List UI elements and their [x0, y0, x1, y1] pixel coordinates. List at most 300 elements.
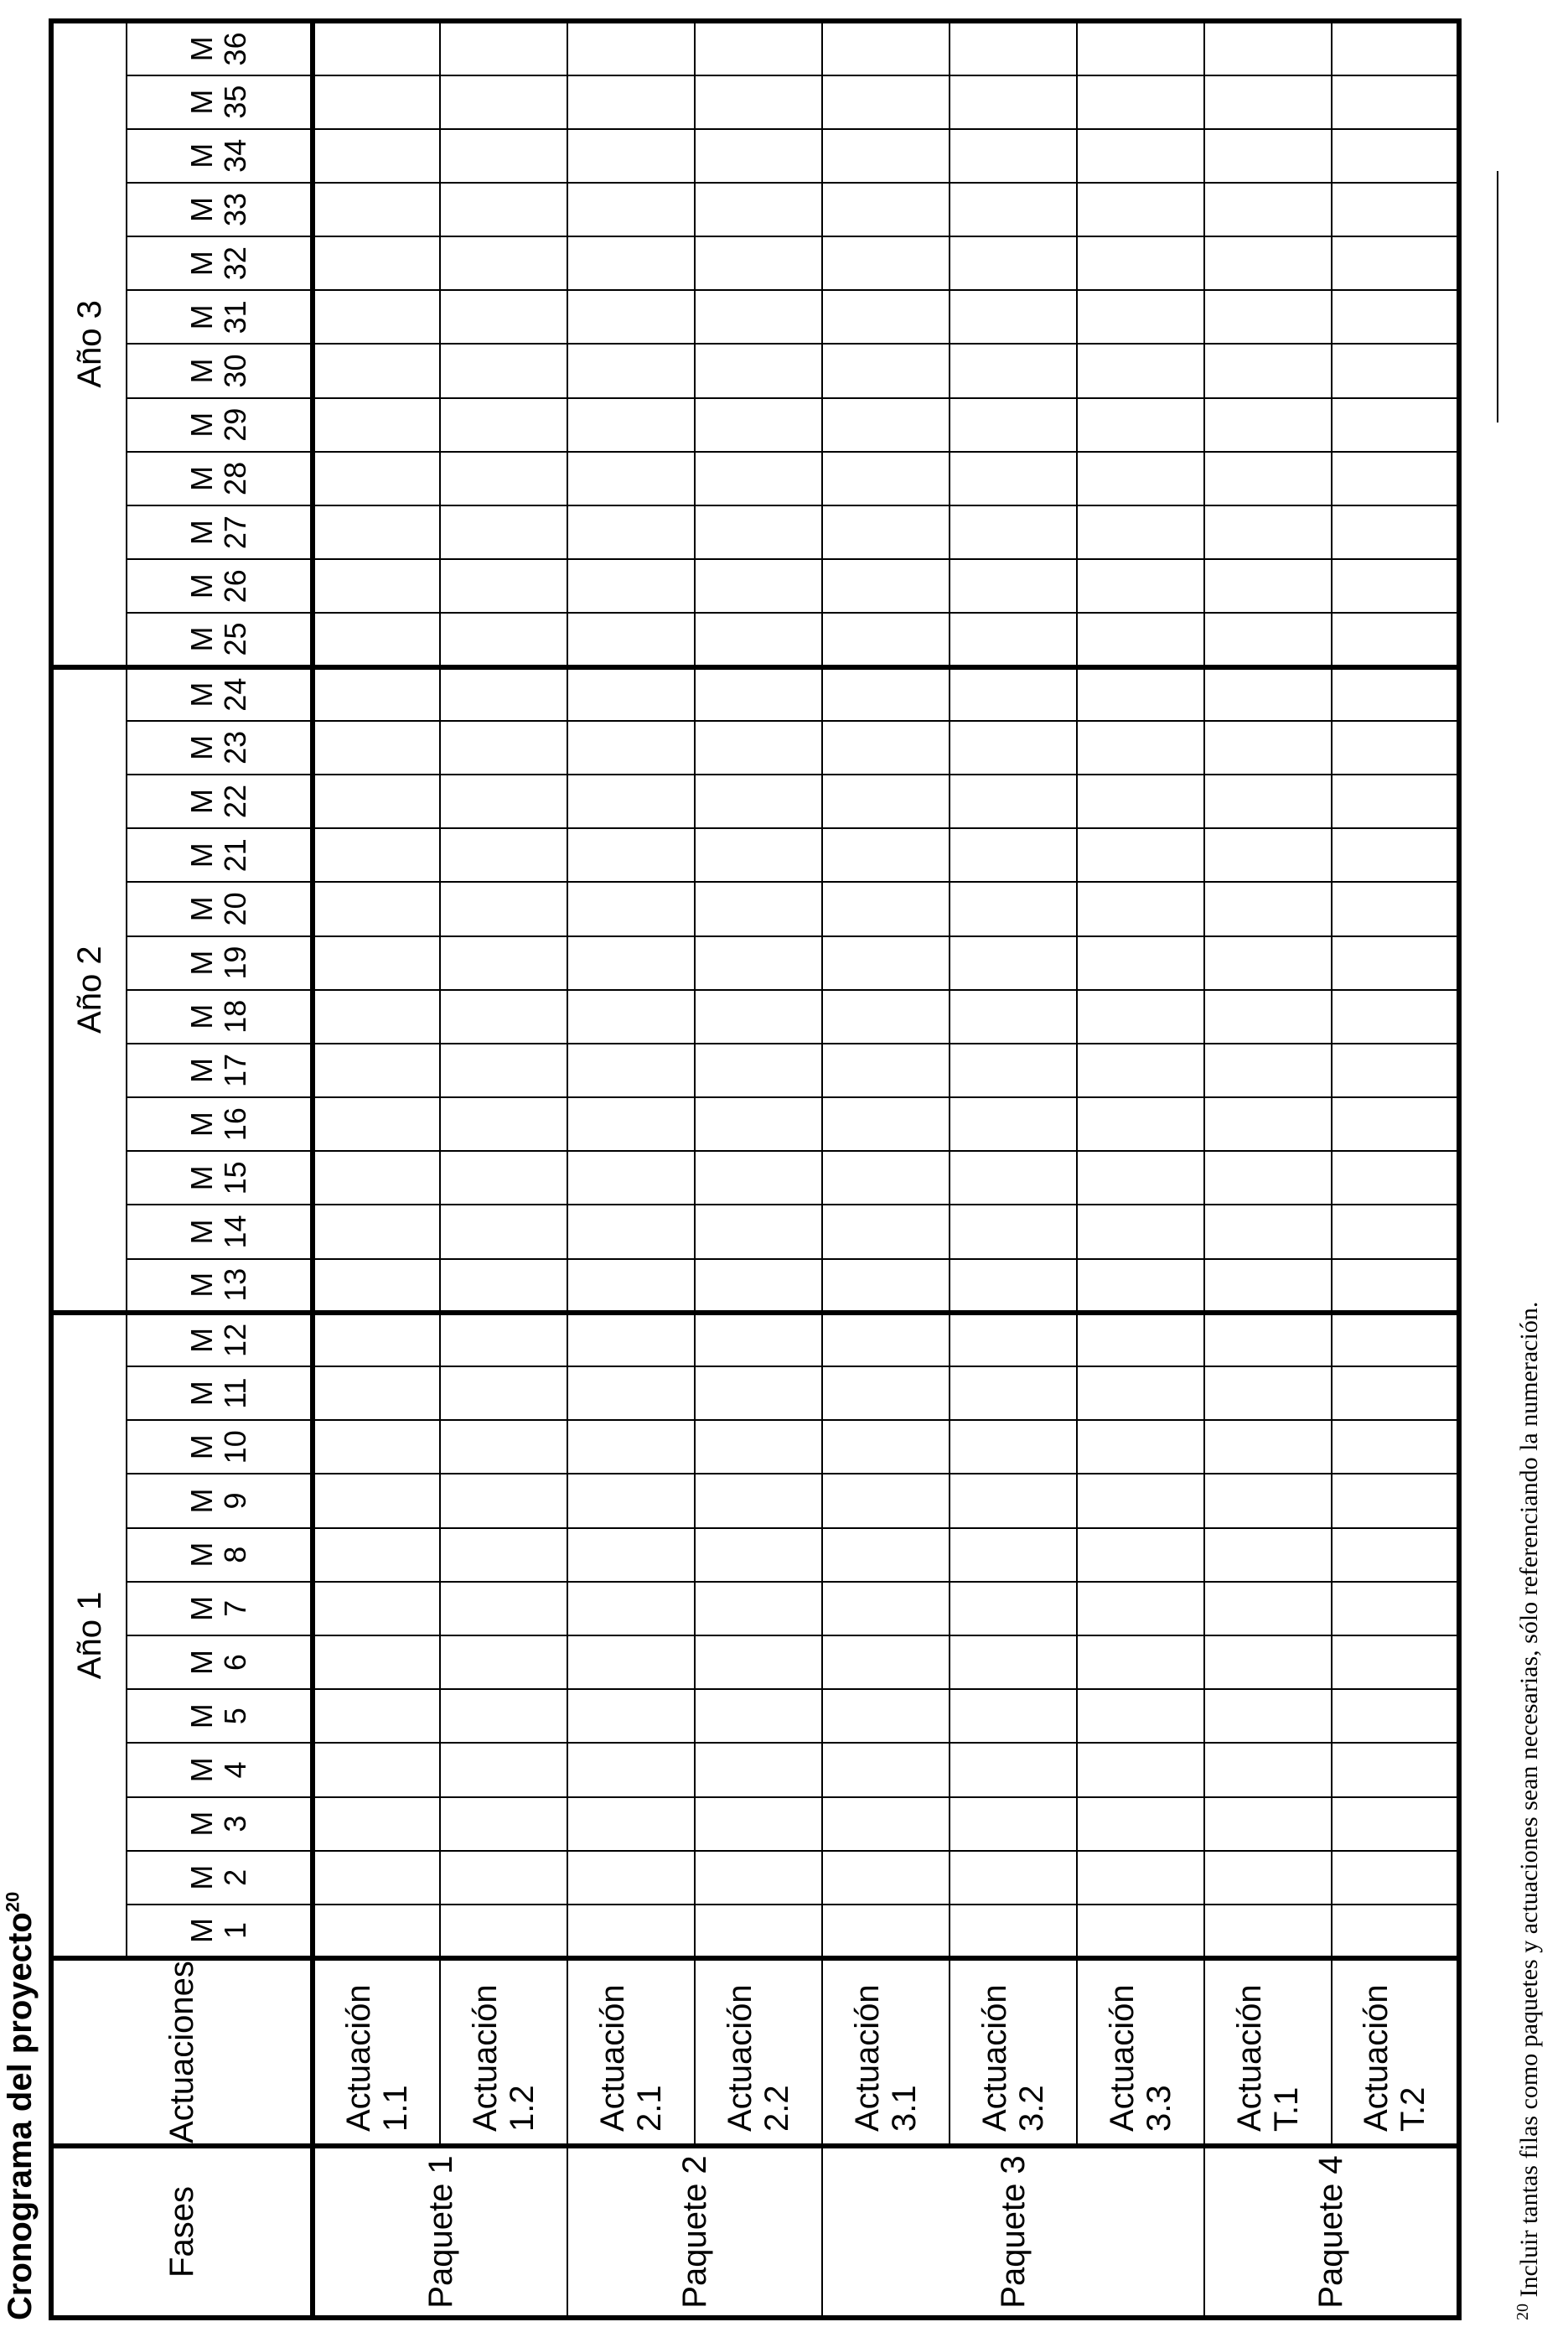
schedule-cell[interactable] — [695, 1205, 822, 1258]
schedule-cell[interactable] — [1204, 775, 1332, 828]
schedule-cell[interactable] — [313, 667, 440, 721]
schedule-cell[interactable] — [313, 1635, 440, 1689]
schedule-cell[interactable] — [1204, 1366, 1332, 1420]
schedule-cell[interactable] — [313, 936, 440, 990]
schedule-cell[interactable] — [567, 1420, 695, 1474]
schedule-cell[interactable] — [313, 129, 440, 183]
schedule-cell[interactable] — [440, 1044, 567, 1097]
schedule-cell[interactable] — [440, 1689, 567, 1743]
schedule-cell[interactable] — [822, 1635, 950, 1689]
schedule-cell[interactable] — [695, 1151, 822, 1205]
schedule-cell[interactable] — [1077, 1420, 1204, 1474]
schedule-cell[interactable] — [440, 721, 567, 775]
schedule-cell[interactable] — [695, 559, 822, 613]
schedule-cell[interactable] — [313, 1205, 440, 1258]
schedule-cell[interactable] — [950, 21, 1077, 75]
schedule-cell[interactable] — [1332, 775, 1459, 828]
schedule-cell[interactable] — [695, 882, 822, 935]
schedule-cell[interactable] — [313, 882, 440, 935]
schedule-cell[interactable] — [567, 1097, 695, 1151]
schedule-cell[interactable] — [567, 1851, 695, 1905]
schedule-cell[interactable] — [1204, 129, 1332, 183]
schedule-cell[interactable] — [567, 882, 695, 935]
schedule-cell[interactable] — [695, 1851, 822, 1905]
schedule-cell[interactable] — [695, 75, 822, 129]
schedule-cell[interactable] — [567, 236, 695, 290]
schedule-cell[interactable] — [440, 1205, 567, 1258]
schedule-cell[interactable] — [822, 613, 950, 666]
schedule-cell[interactable] — [950, 1097, 1077, 1151]
schedule-cell[interactable] — [440, 882, 567, 935]
schedule-cell[interactable] — [567, 559, 695, 613]
schedule-cell[interactable] — [1332, 1044, 1459, 1097]
schedule-cell[interactable] — [1332, 1205, 1459, 1258]
schedule-cell[interactable] — [1204, 1420, 1332, 1474]
schedule-cell[interactable] — [313, 1313, 440, 1366]
schedule-cell[interactable] — [1332, 505, 1459, 559]
schedule-cell[interactable] — [1332, 1797, 1459, 1851]
schedule-cell[interactable] — [440, 667, 567, 721]
schedule-cell[interactable] — [950, 1528, 1077, 1582]
schedule-cell[interactable] — [440, 1259, 567, 1313]
schedule-cell[interactable] — [313, 1905, 440, 1958]
schedule-cell[interactable] — [313, 75, 440, 129]
schedule-cell[interactable] — [695, 1797, 822, 1851]
schedule-cell[interactable] — [1332, 559, 1459, 613]
schedule-cell[interactable] — [567, 1151, 695, 1205]
schedule-cell[interactable] — [1077, 183, 1204, 236]
schedule-cell[interactable] — [567, 1528, 695, 1582]
schedule-cell[interactable] — [822, 559, 950, 613]
schedule-cell[interactable] — [313, 1044, 440, 1097]
schedule-cell[interactable] — [695, 1044, 822, 1097]
schedule-cell[interactable] — [1204, 882, 1332, 935]
schedule-cell[interactable] — [1204, 1044, 1332, 1097]
schedule-cell[interactable] — [440, 75, 567, 129]
schedule-cell[interactable] — [1204, 75, 1332, 129]
schedule-cell[interactable] — [440, 1420, 567, 1474]
schedule-cell[interactable] — [695, 183, 822, 236]
schedule-cell[interactable] — [313, 236, 440, 290]
schedule-cell[interactable] — [1332, 1420, 1459, 1474]
schedule-cell[interactable] — [440, 1797, 567, 1851]
schedule-cell[interactable] — [567, 936, 695, 990]
schedule-cell[interactable] — [567, 75, 695, 129]
schedule-cell[interactable] — [1077, 613, 1204, 666]
schedule-cell[interactable] — [695, 1420, 822, 1474]
schedule-cell[interactable] — [950, 1044, 1077, 1097]
schedule-cell[interactable] — [440, 344, 567, 397]
schedule-cell[interactable] — [440, 236, 567, 290]
schedule-cell[interactable] — [1204, 1259, 1332, 1313]
schedule-cell[interactable] — [1204, 236, 1332, 290]
schedule-cell[interactable] — [822, 1044, 950, 1097]
schedule-cell[interactable] — [440, 1474, 567, 1527]
schedule-cell[interactable] — [695, 1097, 822, 1151]
schedule-cell[interactable] — [567, 398, 695, 452]
schedule-cell[interactable] — [1077, 1905, 1204, 1958]
schedule-cell[interactable] — [822, 1689, 950, 1743]
schedule-cell[interactable] — [567, 613, 695, 666]
schedule-cell[interactable] — [1077, 1205, 1204, 1258]
schedule-cell[interactable] — [1077, 1797, 1204, 1851]
schedule-cell[interactable] — [822, 1905, 950, 1958]
schedule-cell[interactable] — [695, 344, 822, 397]
schedule-cell[interactable] — [313, 505, 440, 559]
schedule-cell[interactable] — [440, 1313, 567, 1366]
schedule-cell[interactable] — [1204, 290, 1332, 344]
schedule-cell[interactable] — [822, 1259, 950, 1313]
schedule-cell[interactable] — [1204, 1689, 1332, 1743]
schedule-cell[interactable] — [695, 1366, 822, 1420]
schedule-cell[interactable] — [440, 1582, 567, 1635]
schedule-cell[interactable] — [695, 1528, 822, 1582]
schedule-cell[interactable] — [567, 21, 695, 75]
schedule-cell[interactable] — [822, 1420, 950, 1474]
schedule-cell[interactable] — [950, 398, 1077, 452]
schedule-cell[interactable] — [1204, 183, 1332, 236]
schedule-cell[interactable] — [440, 290, 567, 344]
schedule-cell[interactable] — [1204, 1474, 1332, 1527]
schedule-cell[interactable] — [822, 344, 950, 397]
schedule-cell[interactable] — [822, 398, 950, 452]
schedule-cell[interactable] — [1332, 1905, 1459, 1958]
schedule-cell[interactable] — [822, 1528, 950, 1582]
schedule-cell[interactable] — [440, 775, 567, 828]
schedule-cell[interactable] — [695, 1582, 822, 1635]
schedule-cell[interactable] — [567, 1366, 695, 1420]
schedule-cell[interactable] — [567, 183, 695, 236]
schedule-cell[interactable] — [313, 1528, 440, 1582]
schedule-cell[interactable] — [695, 398, 822, 452]
schedule-cell[interactable] — [1332, 1097, 1459, 1151]
schedule-cell[interactable] — [1077, 1097, 1204, 1151]
schedule-cell[interactable] — [1077, 344, 1204, 397]
schedule-cell[interactable] — [313, 775, 440, 828]
schedule-cell[interactable] — [950, 452, 1077, 505]
schedule-cell[interactable] — [313, 1743, 440, 1796]
schedule-cell[interactable] — [1332, 290, 1459, 344]
schedule-cell[interactable] — [695, 1259, 822, 1313]
schedule-cell[interactable] — [567, 990, 695, 1044]
schedule-cell[interactable] — [822, 775, 950, 828]
schedule-cell[interactable] — [950, 1366, 1077, 1420]
schedule-cell[interactable] — [822, 721, 950, 775]
schedule-cell[interactable] — [313, 559, 440, 613]
schedule-cell[interactable] — [1077, 775, 1204, 828]
schedule-cell[interactable] — [695, 613, 822, 666]
schedule-cell[interactable] — [950, 1313, 1077, 1366]
schedule-cell[interactable] — [1332, 613, 1459, 666]
schedule-cell[interactable] — [1332, 1474, 1459, 1527]
schedule-cell[interactable] — [313, 828, 440, 882]
schedule-cell[interactable] — [950, 559, 1077, 613]
schedule-cell[interactable] — [440, 398, 567, 452]
schedule-cell[interactable] — [313, 344, 440, 397]
schedule-cell[interactable] — [950, 1905, 1077, 1958]
schedule-cell[interactable] — [950, 290, 1077, 344]
schedule-cell[interactable] — [822, 290, 950, 344]
schedule-cell[interactable] — [1204, 667, 1332, 721]
schedule-cell[interactable] — [1077, 398, 1204, 452]
schedule-cell[interactable] — [950, 1151, 1077, 1205]
schedule-cell[interactable] — [440, 990, 567, 1044]
schedule-cell[interactable] — [822, 882, 950, 935]
schedule-cell[interactable] — [1332, 936, 1459, 990]
schedule-cell[interactable] — [950, 1420, 1077, 1474]
schedule-cell[interactable] — [567, 344, 695, 397]
schedule-cell[interactable] — [440, 1851, 567, 1905]
schedule-cell[interactable] — [822, 21, 950, 75]
schedule-cell[interactable] — [822, 236, 950, 290]
schedule-cell[interactable] — [695, 236, 822, 290]
schedule-cell[interactable] — [1204, 1151, 1332, 1205]
schedule-cell[interactable] — [567, 1689, 695, 1743]
schedule-cell[interactable] — [1077, 1044, 1204, 1097]
schedule-cell[interactable] — [440, 1151, 567, 1205]
schedule-cell[interactable] — [440, 936, 567, 990]
schedule-cell[interactable] — [567, 1474, 695, 1527]
schedule-cell[interactable] — [440, 1743, 567, 1796]
schedule-cell[interactable] — [313, 452, 440, 505]
schedule-cell[interactable] — [1332, 75, 1459, 129]
schedule-cell[interactable] — [822, 1474, 950, 1527]
schedule-cell[interactable] — [1077, 452, 1204, 505]
schedule-cell[interactable] — [1077, 1582, 1204, 1635]
schedule-cell[interactable] — [1077, 667, 1204, 721]
schedule-cell[interactable] — [1204, 990, 1332, 1044]
schedule-cell[interactable] — [822, 936, 950, 990]
schedule-cell[interactable] — [440, 613, 567, 666]
schedule-cell[interactable] — [440, 828, 567, 882]
schedule-cell[interactable] — [950, 129, 1077, 183]
schedule-cell[interactable] — [1204, 344, 1332, 397]
schedule-cell[interactable] — [1077, 1528, 1204, 1582]
schedule-cell[interactable] — [1077, 1851, 1204, 1905]
schedule-cell[interactable] — [1332, 344, 1459, 397]
schedule-cell[interactable] — [695, 828, 822, 882]
schedule-cell[interactable] — [822, 1797, 950, 1851]
schedule-cell[interactable] — [822, 667, 950, 721]
schedule-cell[interactable] — [1204, 721, 1332, 775]
schedule-cell[interactable] — [950, 828, 1077, 882]
schedule-cell[interactable] — [1077, 936, 1204, 990]
schedule-cell[interactable] — [695, 775, 822, 828]
schedule-cell[interactable] — [1332, 1582, 1459, 1635]
schedule-cell[interactable] — [567, 775, 695, 828]
schedule-cell[interactable] — [950, 667, 1077, 721]
schedule-cell[interactable] — [1077, 1635, 1204, 1689]
schedule-cell[interactable] — [313, 398, 440, 452]
schedule-cell[interactable] — [1204, 559, 1332, 613]
schedule-cell[interactable] — [950, 775, 1077, 828]
schedule-cell[interactable] — [1077, 828, 1204, 882]
schedule-cell[interactable] — [950, 344, 1077, 397]
schedule-cell[interactable] — [822, 1366, 950, 1420]
schedule-cell[interactable] — [440, 452, 567, 505]
schedule-cell[interactable] — [567, 667, 695, 721]
schedule-cell[interactable] — [822, 129, 950, 183]
schedule-cell[interactable] — [440, 559, 567, 613]
schedule-cell[interactable] — [950, 1259, 1077, 1313]
schedule-cell[interactable] — [1332, 1313, 1459, 1366]
schedule-cell[interactable] — [822, 1313, 950, 1366]
schedule-cell[interactable] — [1204, 452, 1332, 505]
schedule-cell[interactable] — [695, 129, 822, 183]
schedule-cell[interactable] — [950, 505, 1077, 559]
schedule-cell[interactable] — [822, 1205, 950, 1258]
schedule-cell[interactable] — [313, 21, 440, 75]
schedule-cell[interactable] — [1204, 398, 1332, 452]
schedule-cell[interactable] — [950, 1205, 1077, 1258]
schedule-cell[interactable] — [822, 828, 950, 882]
schedule-cell[interactable] — [1332, 828, 1459, 882]
schedule-cell[interactable] — [313, 613, 440, 666]
schedule-cell[interactable] — [440, 129, 567, 183]
schedule-cell[interactable] — [1332, 882, 1459, 935]
schedule-cell[interactable] — [695, 21, 822, 75]
schedule-cell[interactable] — [822, 1851, 950, 1905]
schedule-cell[interactable] — [822, 1582, 950, 1635]
schedule-cell[interactable] — [695, 936, 822, 990]
schedule-cell[interactable] — [313, 1097, 440, 1151]
schedule-cell[interactable] — [822, 1097, 950, 1151]
schedule-cell[interactable] — [1077, 721, 1204, 775]
schedule-cell[interactable] — [1204, 505, 1332, 559]
schedule-cell[interactable] — [1077, 1313, 1204, 1366]
schedule-cell[interactable] — [1332, 452, 1459, 505]
schedule-cell[interactable] — [1204, 1635, 1332, 1689]
schedule-cell[interactable] — [1332, 1259, 1459, 1313]
schedule-cell[interactable] — [1204, 1743, 1332, 1796]
schedule-cell[interactable] — [567, 1259, 695, 1313]
schedule-cell[interactable] — [567, 1313, 695, 1366]
schedule-cell[interactable] — [1332, 398, 1459, 452]
schedule-cell[interactable] — [695, 990, 822, 1044]
schedule-cell[interactable] — [1332, 1151, 1459, 1205]
schedule-cell[interactable] — [313, 1797, 440, 1851]
schedule-cell[interactable] — [822, 183, 950, 236]
schedule-cell[interactable] — [567, 721, 695, 775]
schedule-cell[interactable] — [950, 1582, 1077, 1635]
schedule-cell[interactable] — [822, 990, 950, 1044]
schedule-cell[interactable] — [1204, 828, 1332, 882]
schedule-cell[interactable] — [1332, 1851, 1459, 1905]
schedule-cell[interactable] — [313, 1582, 440, 1635]
schedule-cell[interactable] — [950, 1474, 1077, 1527]
schedule-cell[interactable] — [695, 721, 822, 775]
schedule-cell[interactable] — [695, 1743, 822, 1796]
schedule-cell[interactable] — [567, 1205, 695, 1258]
schedule-cell[interactable] — [695, 1689, 822, 1743]
schedule-cell[interactable] — [1332, 1743, 1459, 1796]
schedule-cell[interactable] — [567, 1635, 695, 1689]
schedule-cell[interactable] — [313, 1689, 440, 1743]
schedule-cell[interactable] — [313, 1474, 440, 1527]
schedule-cell[interactable] — [440, 1528, 567, 1582]
schedule-cell[interactable] — [1077, 882, 1204, 935]
schedule-cell[interactable] — [1204, 1313, 1332, 1366]
schedule-cell[interactable] — [695, 1313, 822, 1366]
schedule-cell[interactable] — [567, 505, 695, 559]
schedule-cell[interactable] — [313, 183, 440, 236]
schedule-cell[interactable] — [440, 1635, 567, 1689]
schedule-cell[interactable] — [695, 452, 822, 505]
schedule-cell[interactable] — [1077, 129, 1204, 183]
schedule-cell[interactable] — [440, 21, 567, 75]
schedule-cell[interactable] — [950, 613, 1077, 666]
schedule-cell[interactable] — [950, 990, 1077, 1044]
schedule-cell[interactable] — [1077, 1474, 1204, 1527]
schedule-cell[interactable] — [1077, 559, 1204, 613]
schedule-cell[interactable] — [950, 1851, 1077, 1905]
schedule-cell[interactable] — [1332, 667, 1459, 721]
schedule-cell[interactable] — [1204, 1851, 1332, 1905]
schedule-cell[interactable] — [950, 936, 1077, 990]
schedule-cell[interactable] — [567, 1582, 695, 1635]
schedule-cell[interactable] — [1332, 1366, 1459, 1420]
schedule-cell[interactable] — [567, 1743, 695, 1796]
schedule-cell[interactable] — [1077, 75, 1204, 129]
schedule-cell[interactable] — [1077, 236, 1204, 290]
schedule-cell[interactable] — [313, 290, 440, 344]
schedule-cell[interactable] — [822, 1743, 950, 1796]
schedule-cell[interactable] — [1332, 1528, 1459, 1582]
schedule-cell[interactable] — [950, 721, 1077, 775]
schedule-cell[interactable] — [1077, 505, 1204, 559]
schedule-cell[interactable] — [695, 1905, 822, 1958]
schedule-cell[interactable] — [950, 1689, 1077, 1743]
schedule-cell[interactable] — [950, 882, 1077, 935]
schedule-cell[interactable] — [1204, 1205, 1332, 1258]
schedule-cell[interactable] — [695, 1635, 822, 1689]
schedule-cell[interactable] — [950, 75, 1077, 129]
schedule-cell[interactable] — [1077, 990, 1204, 1044]
schedule-cell[interactable] — [1204, 1797, 1332, 1851]
schedule-cell[interactable] — [695, 1474, 822, 1527]
schedule-cell[interactable] — [567, 129, 695, 183]
schedule-cell[interactable] — [1077, 1151, 1204, 1205]
schedule-cell[interactable] — [1204, 1905, 1332, 1958]
schedule-cell[interactable] — [1332, 990, 1459, 1044]
schedule-cell[interactable] — [1332, 1635, 1459, 1689]
schedule-cell[interactable] — [313, 1851, 440, 1905]
schedule-cell[interactable] — [567, 1797, 695, 1851]
schedule-cell[interactable] — [950, 1797, 1077, 1851]
schedule-cell[interactable] — [567, 1044, 695, 1097]
schedule-cell[interactable] — [1332, 21, 1459, 75]
schedule-cell[interactable] — [950, 236, 1077, 290]
schedule-cell[interactable] — [1204, 613, 1332, 666]
schedule-cell[interactable] — [950, 1635, 1077, 1689]
schedule-cell[interactable] — [695, 290, 822, 344]
schedule-cell[interactable] — [567, 290, 695, 344]
schedule-cell[interactable] — [567, 452, 695, 505]
schedule-cell[interactable] — [440, 183, 567, 236]
schedule-cell[interactable] — [822, 1151, 950, 1205]
schedule-cell[interactable] — [1204, 936, 1332, 990]
schedule-cell[interactable] — [1332, 183, 1459, 236]
schedule-cell[interactable] — [440, 1905, 567, 1958]
schedule-cell[interactable] — [822, 75, 950, 129]
schedule-cell[interactable] — [313, 990, 440, 1044]
schedule-cell[interactable] — [1204, 21, 1332, 75]
schedule-cell[interactable] — [1077, 1259, 1204, 1313]
schedule-cell[interactable] — [1332, 721, 1459, 775]
schedule-cell[interactable] — [567, 828, 695, 882]
schedule-cell[interactable] — [313, 1259, 440, 1313]
schedule-cell[interactable] — [695, 505, 822, 559]
